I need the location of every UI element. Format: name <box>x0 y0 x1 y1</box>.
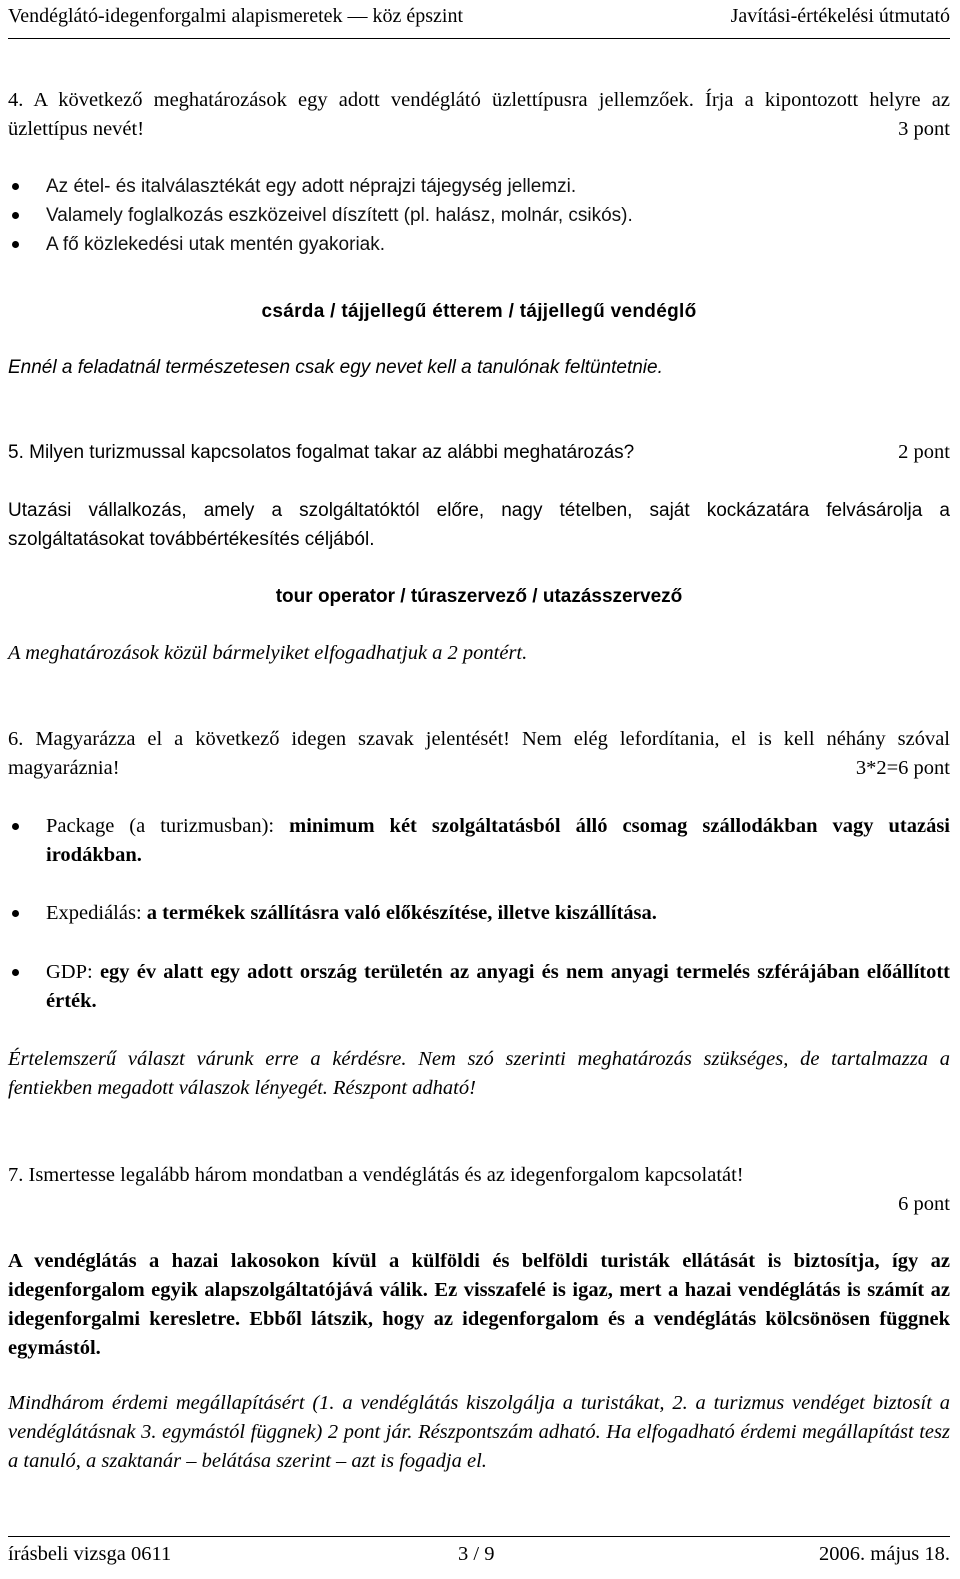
term-answer: a termékek szállításra való előkészítése, illetve kiszállítása. <box>146 902 657 924</box>
list-item <box>8 812 950 870</box>
question-4-text: 4. A következő meghatározások egy adott vendéglátó üzlettípusra jellemzőek. Írja a kipontozott helyre az üzlettípus nevét! <box>8 89 950 140</box>
question-6-points: 3*2=6 pont <box>855 757 950 779</box>
bullet-item: Valamely foglalkozás eszközeivel díszített (pl. halász, molnár, csikós). <box>8 201 950 230</box>
list-item <box>8 958 950 1016</box>
question-5-note: A meghatározások közül bármelyiket elfogadhatjuk a 2 pontért. <box>8 642 528 664</box>
question-6-points-row <box>8 754 950 783</box>
bullet-item: A fő közlekedési utak mentén gyakoriak. <box>8 230 950 259</box>
footer-exam-code: írásbeli vizsga 0611 <box>8 1543 172 1565</box>
question-6-note: Értelemszerű választ várunk erre a kérdésre. Nem szó szerinti meghatározás szükséges, de tartalmazza a fentiekben megadott válaszok lényegét. Részpont adható! <box>8 1048 950 1099</box>
page-header <box>8 0 950 36</box>
footer-page-number: 3 / 9 <box>458 1543 495 1565</box>
question-7-points: 6 pont <box>898 1193 950 1215</box>
header-title: Vendéglátó-idegenforgalmi alapismeretek — köz épszint <box>8 5 464 27</box>
question-7-answer: A vendéglátás a hazai lakosokon kívül a külföldi és belföldi turisták ellátását is biztosítja, így az idegenforgalom egyik alapszolgáltatójává válik. Ez visszafelé is igaz, mert a hazai vendéglátás is számít az idegenforgalmi keresletre. Ebből látszik, hogy az idegenforgalom és a vendéglátás kölcsönösen függnek egymástól. <box>8 1250 950 1359</box>
header-subtitle: Javítási-értékelési útmutató <box>730 5 950 27</box>
question-6-item-gdp <box>8 958 950 1016</box>
list-item <box>8 899 950 928</box>
question-5-points: 2 pont <box>898 441 950 463</box>
question-5-answer: tour operator / túraszervező / utazásszervező <box>275 586 683 607</box>
term-answer: minimum két szolgáltatásból álló csomag szállodákban vagy utazási irodákban. <box>46 815 951 866</box>
question-4-points-row <box>8 115 950 144</box>
question-7-note: Mindhárom érdemi megállapításért (1. a vendéglátás kiszolgálja a turistákat, 2. a turizmus vendéget biztosít a vendéglátásnak 3. egymástól függnek) 2 pont jár. Részpontszám adható. Ha elfogadható érdemi megállapítást tesz a tanuló, a szaktanár – belátása szerint – azt is fogadja el. <box>8 1392 950 1472</box>
term-label: Package (a turizmusban): <box>46 815 275 837</box>
page-footer <box>8 1540 950 1570</box>
question-4-bullets <box>8 172 950 259</box>
question-5-text: 5. Milyen turizmussal kapcsolatos fogalmat takar az alábbi meghatározás? <box>8 442 635 463</box>
question-6-text: 6. Magyarázza el a következő idegen szavak jelentését! Nem elég lefordítania, el is kell néhány szóval magyaráznia! <box>8 728 950 779</box>
question-5-definition: Utazási vállalkozás, amely a szolgáltatóktól előre, nagy tételben, saját kockázatára felvásárolja a szolgáltatásokat továbbértékesítés céljából. <box>8 500 950 550</box>
term-label: GDP: <box>46 961 93 983</box>
term-answer: egy év alatt egy adott ország területén az anyagi és nem anyagi termelés szférájában előállított érték. <box>46 961 951 1012</box>
question-4-points: 3 pont <box>898 118 950 140</box>
question-4-answer: csárda / tájjellegű étterem / tájjellegű vendéglő <box>261 301 697 322</box>
header-divider <box>8 38 950 39</box>
question-5 <box>8 438 950 467</box>
question-4-note: Ennél a feladatnál természetesen csak egy nevet kell a tanulónak feltüntetnie. <box>8 357 663 378</box>
footer-date: 2006. május 18. <box>819 1543 950 1565</box>
question-7-points-row <box>8 1190 950 1219</box>
footer-divider <box>8 1536 950 1537</box>
bullet-item: Az étel- és italválasztékát egy adott néprajzi tájegység jellemzi. <box>8 172 950 201</box>
question-6-item-package <box>8 812 950 870</box>
question-6-item-expedialas <box>8 899 950 928</box>
question-7-text: 7. Ismertesse legalább három mondatban a vendéglátás és az idegenforgalom kapcsolatát! <box>8 1164 744 1186</box>
term-label: Expediálás: <box>46 902 142 924</box>
